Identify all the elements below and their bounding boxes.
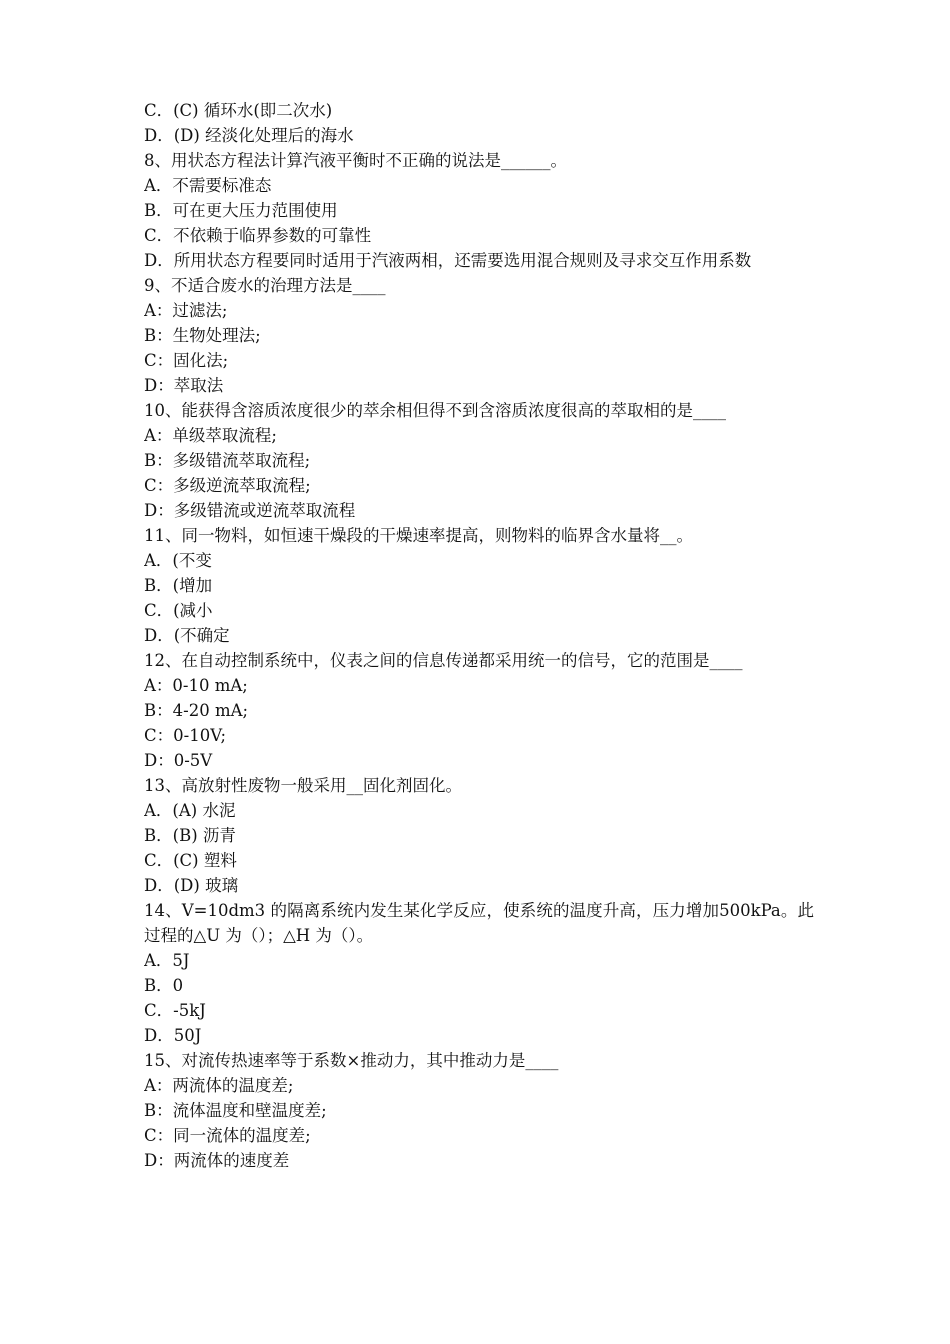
q10-option-b: B：多级错流萃取流程; xyxy=(144,451,311,470)
q8-option-c: C．不依赖于临界参数的可靠性 xyxy=(144,226,372,245)
q9-option-d: D：萃取法 xyxy=(144,376,224,395)
q7-option-c: C．(C) 循环水(即二次水) xyxy=(144,101,333,120)
question-12: 12、在自动控制系统中，仪表之间的信息传递都采用统一的信号，它的范围是____ xyxy=(144,651,743,670)
q12-option-d: D：0-5V xyxy=(144,751,213,770)
q9-option-a: A：过滤法; xyxy=(144,301,228,320)
q14-option-c: C．-5kJ xyxy=(144,1001,206,1020)
q15-option-b: B：流体温度和壁温度差; xyxy=(144,1101,327,1120)
q14-option-a: A．5J xyxy=(144,951,190,970)
q9-option-c: C：固化法; xyxy=(144,351,229,370)
q14-option-b: B．0 xyxy=(144,976,184,995)
q12-option-a: A：0-10 mA; xyxy=(144,676,248,695)
question-15: 15、对流传热速率等于系数×推动力，其中推动力是____ xyxy=(144,1051,559,1070)
q9-option-b: B：生物处理法; xyxy=(144,326,261,345)
q8-option-d: D．所用状态方程要同时适用于汽液两相，还需要选用混合规则及寻求交互作用系数 xyxy=(144,251,752,270)
question-8: 8、用状态方程法计算汽液平衡时不正确的说法是______。 xyxy=(144,151,567,170)
q12-option-b: B：4-20 mA; xyxy=(144,701,249,720)
q8-option-b: B．可在更大压力范围使用 xyxy=(144,201,338,220)
q7-option-d: D．(D) 经淡化处理后的海水 xyxy=(144,126,354,145)
question-13: 13、高放射性废物一般采用__固化剂固化。 xyxy=(144,776,462,795)
question-10: 10、能获得含溶质浓度很少的萃余相但得不到含溶质浓度很高的萃取相的是____ xyxy=(144,401,726,420)
q11-option-a: A．(不变 xyxy=(144,551,212,570)
q11-option-d: D．(不确定 xyxy=(144,626,230,645)
q10-option-a: A：单级萃取流程; xyxy=(144,426,277,445)
q15-option-c: C：同一流体的温度差; xyxy=(144,1126,311,1145)
q13-option-c: C．(C) 塑料 xyxy=(144,851,237,870)
q13-option-d: D．(D) 玻璃 xyxy=(144,876,239,895)
question-11: 11、同一物料，如恒速干燥段的干燥速率提高，则物料的临界含水量将__。 xyxy=(144,526,693,545)
question-14: 14、V=10dm3 的隔离系统内发生某化学反应，使系统的温度升高，压力增加500kPa。此过程的△U 为（）；△H 为（）。 xyxy=(144,901,814,945)
question-9: 9、不适合废水的治理方法是____ xyxy=(144,276,386,295)
q15-option-d: D：两流体的速度差 xyxy=(144,1151,290,1170)
q15-option-a: A：两流体的温度差; xyxy=(144,1076,294,1095)
q11-option-b: B．(增加 xyxy=(144,576,213,595)
q11-option-c: C．(减小 xyxy=(144,601,213,620)
q8-option-a: A．不需要标准态 xyxy=(144,176,272,195)
q13-option-b: B．(B) 沥青 xyxy=(144,826,236,845)
q12-option-c: C：0-10V; xyxy=(144,726,227,745)
document-body xyxy=(144,98,814,1173)
q14-option-d: D．50J xyxy=(144,1026,202,1045)
q10-option-c: C：多级逆流萃取流程; xyxy=(144,476,311,495)
q10-option-d: D：多级错流或逆流萃取流程 xyxy=(144,501,356,520)
q13-option-a: A．(A) 水泥 xyxy=(144,801,236,820)
